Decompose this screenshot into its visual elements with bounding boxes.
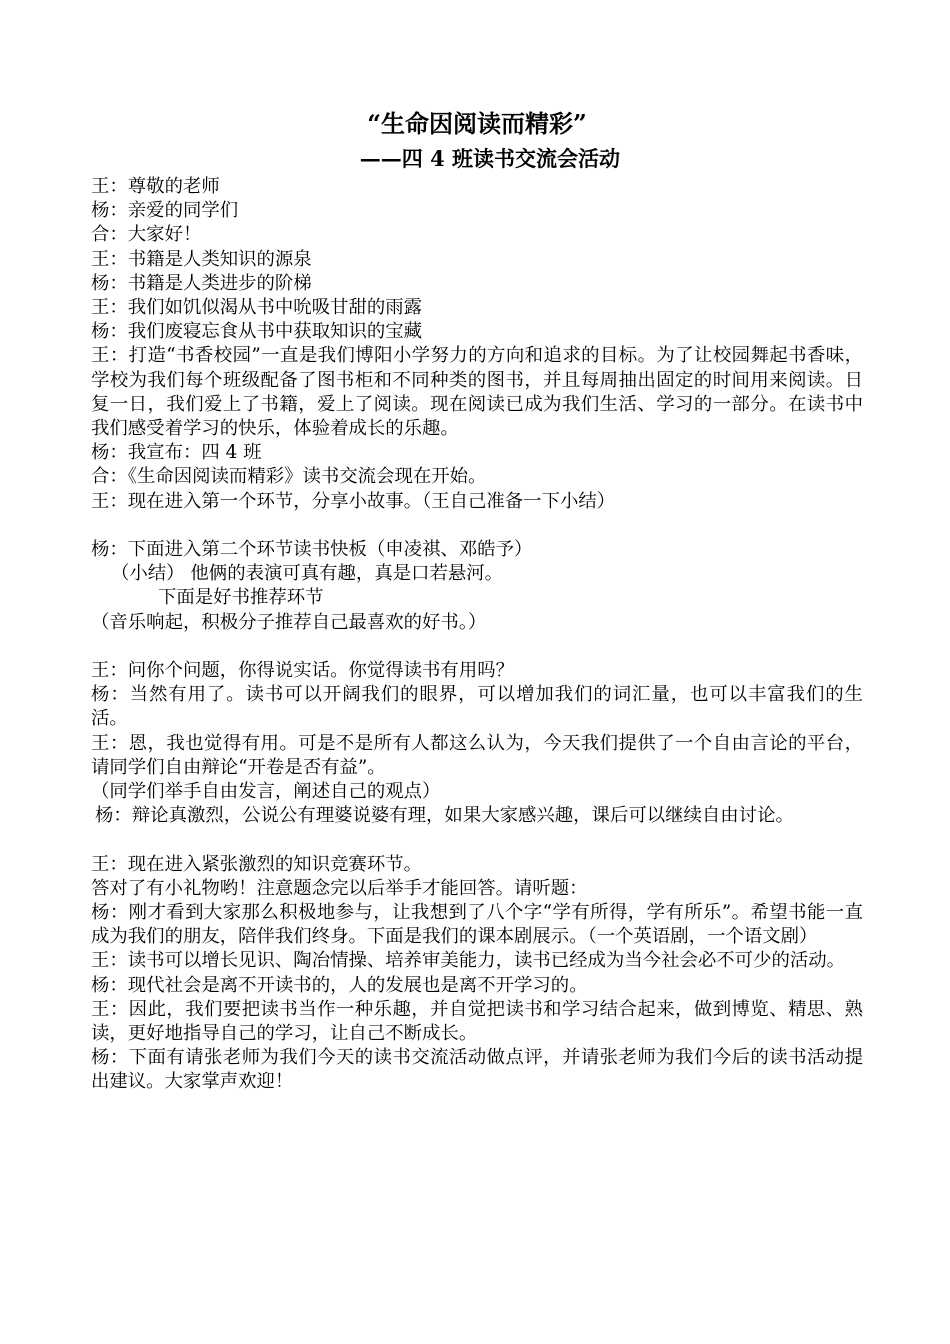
document-title: “生命因阅读而精彩”	[367, 109, 587, 138]
dialogue-line: 杨：刚才看到大家那么积极地参与，让我想到了八个字“学有所得，学有所乐”。希望书能一直成为我们的朋友，陪伴我们终身。下面是我们的课本剧展示。（一个英语剧，一个语文剧）	[91, 902, 863, 948]
dialogue-line: 杨：当然有用了。读书可以开阔我们的眼界，可以增加我们的词汇量，也可以丰富我们的生活。	[91, 684, 863, 730]
dialogue-line: 下面是好书推荐环节	[158, 587, 324, 609]
dialogue-line: 杨：书籍是人类进步的阶梯	[91, 272, 312, 294]
dialogue-line: 杨：辩论真激烈，公说公有理婆说婆有理，如果大家感兴趣，课后可以继续自由讨论。	[95, 805, 794, 827]
dialogue-line: 杨：我宣布：四 4 班	[91, 442, 262, 464]
blank-line	[91, 828, 863, 852]
document-subtitle: ——四 4 班读书交流会活动	[359, 146, 620, 171]
dialogue-line: 王：打造“书香校园”一直是我们博阳小学努力的方向和追求的目标。为了让校园舞起书香味，学校为我们每个班级配备了图书柜和不同种类的图书，并且每周抽出固定的时间用来阅读。日复一日，我们爱上了书籍，爱上了阅读。现在阅读已成为我们生活、学习的一部分。在读书中我们感受着学习的快乐，体验着成长的乐趣。	[91, 345, 863, 440]
dialogue-line: 合：大家好！	[91, 224, 202, 246]
dialogue-line: 王：因此，我们要把读书当作一种乐趣，并自觉把读书和学习结合起来，做到博览、精思、熟读，更好地指导自己的学习，让自己不断成长。	[91, 998, 863, 1045]
blank-line	[91, 635, 863, 659]
document-page	[91, 105, 863, 1095]
dialogue-line: （音乐响起，积极分子推荐自己最喜欢的好书。）	[91, 611, 487, 633]
dialogue-line: 答对了有小礼物哟！注意题念完以后举手才能回答。请听题：	[91, 877, 588, 899]
blank-line	[91, 514, 863, 538]
dialogue-line: （同学们举手自由发言，阐述自己的观点）	[91, 781, 441, 803]
dialogue-line: 王：我们如饥似渴从书中吮吸甘甜的雨露	[91, 297, 423, 319]
dialogue-line: 王：书籍是人类知识的源泉	[91, 248, 312, 270]
dialogue-line: 王：现在进入第一个环节，分享小故事。（王自己准备一下小结）	[91, 490, 616, 512]
dialogue-line: 合：《生命因阅读而精彩》读书交流会现在开始。	[91, 466, 487, 488]
dialogue-line: 杨：现代社会是离不开读书的，人的发展也是离不开学习的。	[91, 974, 588, 996]
dialogue-line: （小结） 他俩的表演可真有趣，真是口若悬河。	[111, 563, 504, 585]
dialogue-line: 王：尊敬的老师	[91, 176, 220, 197]
dialogue-line: 杨：亲爱的同学们	[91, 200, 239, 222]
dialogue-line: 杨：下面进入第二个环节读书快板（申凌祺、邓皓予）	[91, 539, 533, 561]
document-body	[91, 175, 863, 1095]
dialogue-line: 杨：下面有请张老师为我们今天的读书交流活动做点评，并请张老师为我们今后的读书活动提出建议。大家掌声欢迎！	[91, 1047, 863, 1093]
dialogue-line: 王：现在进入紧张激烈的知识竞赛环节。	[91, 853, 423, 875]
dialogue-line: 王：读书可以增长见识、陶冶情操、培养审美能力，读书已经成为当今社会必不可少的活动。	[91, 950, 846, 972]
dialogue-line: 杨：我们废寝忘食从书中获取知识的宝藏	[91, 321, 423, 343]
dialogue-line: 王：恩，我也觉得有用。可是不是所有人都这么认为，今天我们提供了一个自由言论的平台，请同学们自由辩论“开卷是否有益”。	[91, 732, 863, 778]
dialogue-line: 王：问你个问题，你得说实话。你觉得读书有用吗？	[91, 660, 514, 682]
